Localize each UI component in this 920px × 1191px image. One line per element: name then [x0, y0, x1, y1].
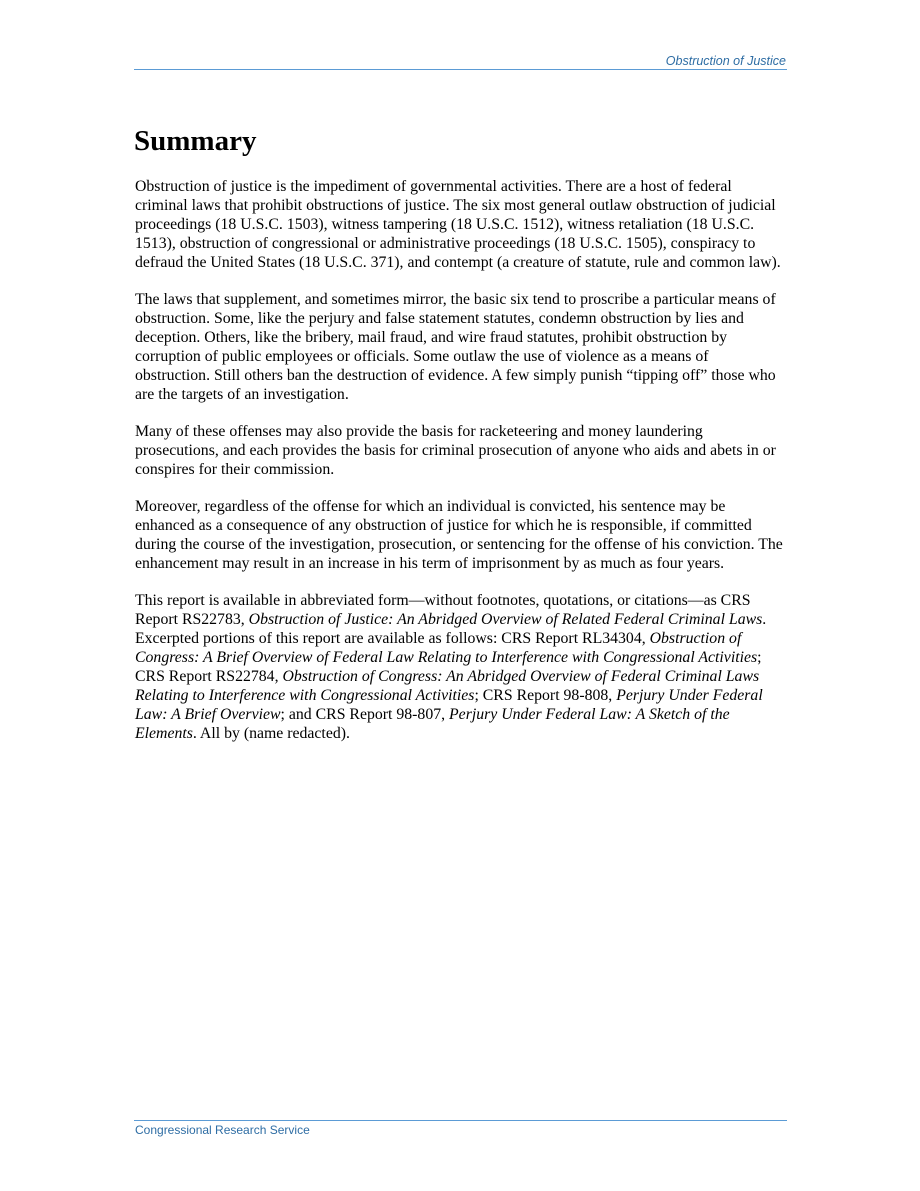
- report-text-4: ; CRS Report 98-808,: [474, 687, 617, 704]
- report-text-3: ; CRS Report RS22784,: [135, 649, 762, 685]
- footer-rule: [134, 1120, 787, 1121]
- footer-organization: Congressional Research Service: [135, 1123, 310, 1137]
- summary-body: [135, 177, 786, 761]
- report-text-6: . All by (name redacted).: [192, 725, 350, 742]
- report-title-rs22784: Obstruction of Congress: An Abridged Overview of Federal Criminal Laws Relating to Interference with Congressional Activities: [135, 668, 760, 704]
- summary-paragraph-3: Many of these offenses may also provide the basis for racketeering and money laundering prosecutions, and each provides the basis for criminal prosecution of anyone who aids and abets in or conspires for their commission.: [135, 423, 776, 478]
- summary-paragraph-2: The laws that supplement, and sometimes mirror, the basic six tend to proscribe a particular means of obstruction. Some, like the perjury and false statement statutes, condemn obstruction by lies and deception. Others, like the bribery, mail fraud, and wire fraud statutes, prohibit obstruction by corruption of public employees or officials. Some outlaw the use of violence as a means of obstruction. Still others ban the destruction of evidence. A few simply punish “tipping off” those who are the targets of an investigation.: [135, 291, 776, 403]
- report-title-rs22783: Obstruction of Justice: An Abridged Overview of Related Federal Criminal Laws: [248, 611, 763, 628]
- report-text-2: . Excerpted portions of this report are available as follows: CRS Report RL34304,: [135, 611, 767, 647]
- summary-paragraph-4: Moreover, regardless of the offense for which an individual is convicted, his sentence may be enhanced as a consequence of any obstruction of justice for which he is responsible, if committed during the course of the investigation, prosecution, or sentencing for the offense of his conviction. The enhancement may result in an increase in his term of imprisonment by as much as four years.: [135, 498, 783, 572]
- summary-paragraph-5: [135, 591, 786, 743]
- report-title-98-807: Perjury Under Federal Law: A Sketch of the Elements: [135, 706, 730, 742]
- running-header-title: Obstruction of Justice: [665, 54, 786, 68]
- header-rule: [134, 69, 787, 70]
- summary-paragraph-1: Obstruction of justice is the impediment of governmental activities. There are a host of federal criminal laws that prohibit obstructions of justice. The six most general outlaw obstruction of judicial proceedings (18 U.S.C. 1503), witness tampering (18 U.S.C. 1512), witness retaliation (18 U.S.C. 1513), obstruction of congressional or administrative proceedings (18 U.S.C. 1505), conspiracy to defraud the United States (18 U.S.C. 371), and contempt (a creature of statute, rule and common law).: [135, 178, 781, 271]
- report-text-1: This report is available in abbreviated form—without footnotes, quotations, or citations—as CRS Report RS22783,: [135, 592, 751, 628]
- page-title: Summary: [134, 125, 257, 157]
- report-title-98-808: Perjury Under Federal Law: A Brief Overview: [135, 687, 763, 723]
- report-text-5: ; and CRS Report 98-807,: [280, 706, 450, 723]
- report-title-rl34304: Obstruction of Congress: A Brief Overview of Federal Law Relating to Interference with Congressional Activities: [135, 630, 758, 666]
